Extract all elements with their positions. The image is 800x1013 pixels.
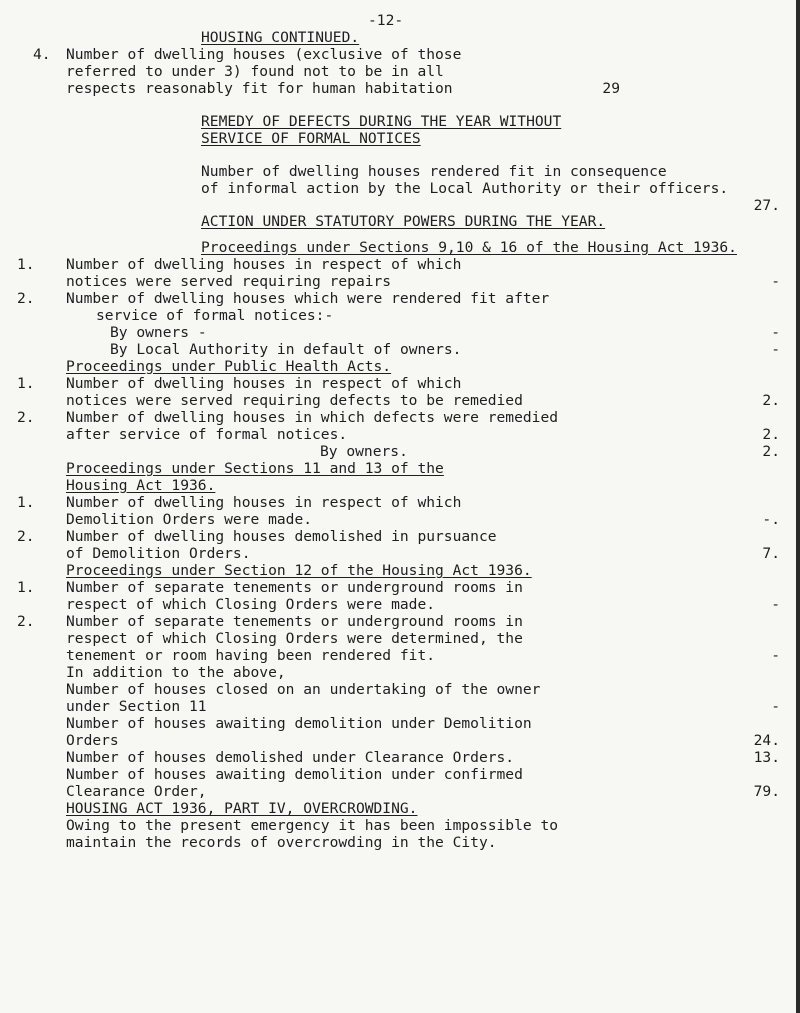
pha-text-line: after service of formal notices. [66, 426, 348, 443]
pha-text-line: notices were served requiring defects to be remedied [66, 392, 523, 409]
pha-heading: Proceedings under Public Health Acts. [66, 358, 392, 375]
statutory-heading: ACTION UNDER STATUTORY POWERS DURING THE YEAR. [201, 213, 606, 230]
item4-text-line: referred to under 3) found not to be in all [66, 63, 444, 80]
pha-value: 2. [762, 426, 780, 443]
informal-text-line: of informal action by the Local Authority or their officers. [201, 180, 729, 197]
sec11-text-line: Number of dwelling houses in respect of which [66, 494, 462, 511]
overcrowding-text-line: maintain the records of overcrowding in the City. [66, 834, 497, 851]
item4-text-line: respects reasonably fit for human habitation [66, 80, 453, 97]
addition-value: 79. [753, 783, 780, 800]
item-number: 2. [17, 409, 35, 426]
pha-text-line: Number of dwelling houses in respect of which [66, 375, 462, 392]
sec9-text-line: Number of dwelling houses in respect of which [66, 256, 462, 273]
item-number: 2. [17, 613, 35, 630]
sec11-heading-line: Proceedings under Sections 11 and 13 of the [66, 460, 444, 477]
sec12-heading: Proceedings under Section 12 of the Housing Act 1936. [66, 562, 532, 579]
addition-text-line: Number of houses awaiting demolition under Demolition [66, 715, 532, 732]
section-heading-housing-continued: HOUSING CONTINUED. [201, 29, 360, 46]
sec9-text-line: Number of dwelling houses which were rendered fit after [66, 290, 550, 307]
sec12-value: - [771, 596, 780, 613]
addition-text-line: under Section 11 [66, 698, 207, 715]
sec12-text-line: Number of separate tenements or underground rooms in [66, 579, 523, 596]
sec9-la-label: By Local Authority in default of owners. [110, 341, 462, 358]
sec11-heading-line: Housing Act 1936. [66, 477, 216, 494]
pha-text-line: Number of dwelling houses in which defects were remedied [66, 409, 559, 426]
item-number: 1. [17, 256, 35, 273]
remedy-heading-line: SERVICE OF FORMAL NOTICES [201, 130, 421, 147]
sec12-text-line: respect of which Closing Orders were made. [66, 596, 436, 613]
sec9-text-line: service of formal notices:- [96, 307, 334, 324]
addition-value: 13. [753, 749, 780, 766]
addition-text-line: Number of houses awaiting demolition under confirmed [66, 766, 523, 783]
addition-text-line: Number of houses closed on an undertaking of the owner [66, 681, 541, 698]
page-number: -12- [368, 12, 404, 29]
item-number: 2. [17, 290, 35, 307]
sec11-value: 7. [762, 545, 780, 562]
sec12-text-line: Number of separate tenements or underground rooms in [66, 613, 523, 630]
sec11-value: -. [762, 511, 780, 528]
sec11-text-line: Demolition Orders were made. [66, 511, 313, 528]
addition-value: - [771, 698, 780, 715]
informal-value: 27. [753, 197, 780, 214]
sec12-value: - [771, 647, 780, 664]
item-number: 1. [17, 579, 35, 596]
sec9-owners-label: By owners - [110, 324, 207, 341]
sec9-value: - [771, 273, 780, 290]
item-number: 1. [17, 375, 35, 392]
part4-heading: HOUSING ACT 1936, PART IV, OVERCROWDING. [66, 800, 418, 817]
pha-value: 2. [762, 392, 780, 409]
addition-text-line: Orders [66, 732, 119, 749]
item-number: 2. [17, 528, 35, 545]
sec11-text-line: of Demolition Orders. [66, 545, 251, 562]
sec12-text-line: respect of which Closing Orders were determined, the [66, 630, 523, 647]
item4-text-line: Number of dwelling houses (exclusive of those [66, 46, 462, 63]
informal-text-line: Number of dwelling houses rendered fit in consequence [201, 163, 667, 180]
addition-text-line: In addition to the above, [66, 664, 286, 681]
addition-text-line: Number of houses demolished under Clearance Orders. [66, 749, 515, 766]
sec9-value: - [771, 324, 780, 341]
addition-value: 24. [753, 732, 780, 749]
remedy-heading-line: REMEDY OF DEFECTS DURING THE YEAR WITHOUT [201, 113, 562, 130]
sec9-text-line: notices were served requiring repairs [66, 273, 392, 290]
overcrowding-text-line: Owing to the present emergency it has been impossible to [66, 817, 559, 834]
item4-value: 29 [602, 80, 620, 97]
sec11-text-line: Number of dwelling houses demolished in pursuance [66, 528, 497, 545]
page-edge-shadow [796, 0, 800, 1013]
sec9-value: - [771, 341, 780, 358]
addition-text-line: Clearance Order, [66, 783, 207, 800]
pha-owners-label: By owners. [320, 443, 408, 460]
pha-value: 2. [762, 443, 780, 460]
item-number: 4. [33, 46, 51, 63]
sec9-heading: Proceedings under Sections 9,10 & 16 of the Housing Act 1936. [201, 239, 737, 256]
sec12-text-line: tenement or room having been rendered fit. [66, 647, 436, 664]
item-number: 1. [17, 494, 35, 511]
